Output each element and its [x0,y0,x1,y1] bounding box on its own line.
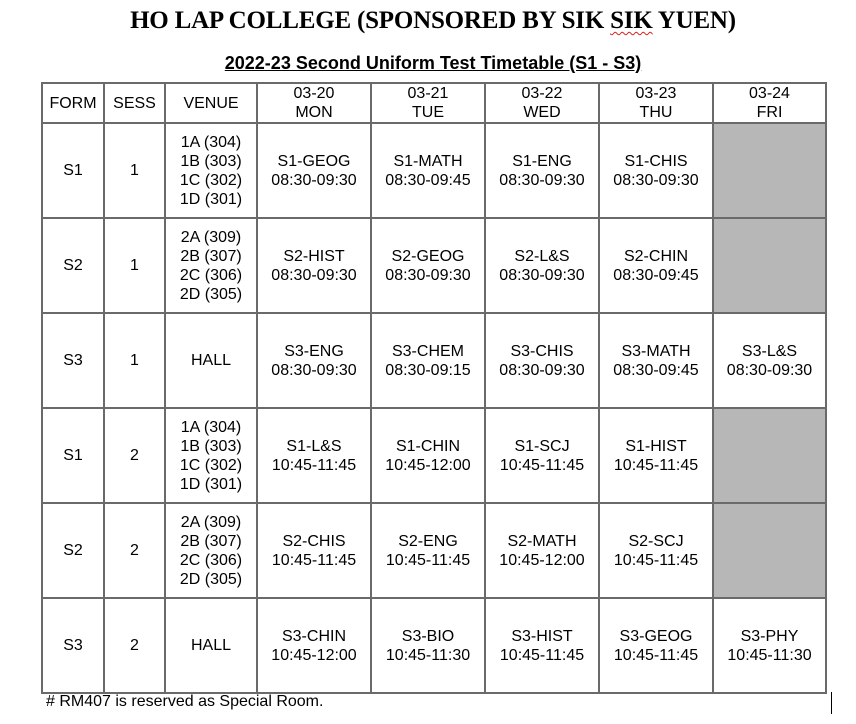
exam-cell [257,598,371,693]
exam-cell [371,503,485,598]
table-row [42,313,826,408]
exam-time: 08:30-09:30 [726,361,813,379]
header-day [257,83,371,123]
header-form: FORM [42,83,104,123]
exam-time: 10:45-12:00 [271,646,357,664]
header-weekday: WED [523,104,561,121]
header-day [599,83,713,123]
exam-cell [485,408,599,503]
exam-subject: S2-MATH [507,532,577,550]
venue-room: 1C (302) [179,456,243,474]
exam-cell [257,408,371,503]
exam-subject: S2-SCJ [628,532,684,550]
exam-cell [257,218,371,313]
exam-subject: S1-CHIN [395,437,460,455]
table-row [42,123,826,218]
header-weekday: MON [295,104,333,121]
header-day [485,83,599,123]
exam-subject: S1-MATH [393,152,463,170]
venue-cell [165,123,257,218]
session-cell: 2 [104,598,165,693]
exam-subject: S3-MATH [621,342,691,360]
venue-cell [165,598,257,693]
venue-room: HALL [190,352,232,369]
exam-cell [371,408,485,503]
exam-time: 08:30-09:30 [499,266,585,284]
exam-cell [371,123,485,218]
exam-time: 10:45-11:45 [499,456,585,474]
header-date: 03-20 [293,85,335,102]
exam-subject: S3-CHEM [391,342,464,360]
exam-cell [599,218,713,313]
footnote: # RM407 is reserved as Special Room. [46,693,324,710]
exam-cell [599,408,713,503]
venue-room: 2D (305) [179,285,243,303]
venue-room: 1D (301) [179,190,243,208]
exam-time: 10:45-11:30 [385,646,471,664]
exam-subject: S3-PHY [740,627,799,645]
header-weekday: TUE [412,104,444,121]
form-cell: S1 [42,408,104,503]
venue-cell [165,313,257,408]
header-day [371,83,485,123]
timetable [41,82,827,694]
form-cell: S2 [42,503,104,598]
exam-time: 08:30-09:30 [271,171,357,189]
exam-time: 10:45-11:45 [271,551,357,569]
exam-time: 08:30-09:30 [499,171,585,189]
exam-time: 10:45-11:45 [613,551,699,569]
venue-room: 1A (304) [180,133,242,151]
exam-cell [485,598,599,693]
venue-room: 1A (304) [180,418,242,436]
venue-room: 1D (301) [179,475,243,493]
exam-subject: S2-HIST [283,247,345,265]
exam-subject: S3-BIO [401,627,455,645]
header-venue: VENUE [165,83,257,123]
exam-cell [257,123,371,218]
exam-time: 10:45-11:45 [613,456,699,474]
exam-time: 08:30-09:30 [613,171,699,189]
no-exam-cell [713,123,826,218]
venue-room: 2A (309) [180,228,242,246]
exam-time: 10:45-11:45 [385,551,471,569]
exam-time: 08:30-09:30 [271,266,357,284]
exam-cell [713,313,826,408]
exam-time: 08:30-09:30 [385,266,471,284]
exam-cell [371,313,485,408]
exam-subject: S1-HIST [625,437,687,455]
venue-room: HALL [190,637,232,654]
exam-time: 08:30-09:15 [385,361,471,379]
exam-time: 08:30-09:30 [499,361,585,379]
session-cell: 2 [104,408,165,503]
no-exam-cell [713,408,826,503]
exam-subject: S2-CHIN [623,247,688,265]
exam-subject: S3-ENG [284,342,344,360]
school-title [0,7,856,35]
session-cell: 1 [104,218,165,313]
exam-cell [713,598,826,693]
header-day [713,83,826,123]
exam-cell [485,218,599,313]
header-date: 03-24 [749,85,790,102]
title-part: HO LAP COLLEGE (SPONSORED BY SIK [130,7,611,34]
exam-subject: S1-CHIS [624,152,688,170]
form-cell: S1 [42,123,104,218]
venue-room: 2B (307) [180,532,242,550]
header-row [42,83,826,123]
timetable-subtitle: 2022-23 Second Uniform Test Timetable (S1 - S3) [224,53,642,73]
exam-time: 08:30-09:45 [613,361,699,379]
venue-room: 1B (303) [180,437,242,455]
venue-room: 1B (303) [180,152,242,170]
venue-room: 2C (306) [179,266,243,284]
venue-cell [165,218,257,313]
exam-time: 10:45-11:45 [613,646,699,664]
venue-room: 2A (309) [180,513,242,531]
exam-subject: S3-L&S [741,342,798,360]
exam-subject: S3-HIST [511,627,573,645]
venue-room: 1C (302) [179,171,243,189]
exam-cell [599,123,713,218]
exam-cell [599,503,713,598]
exam-time: 08:30-09:30 [271,361,357,379]
table-row [42,218,826,313]
session-cell: 1 [104,313,165,408]
table-row [42,503,826,598]
table-row [42,408,826,503]
title-part: YUEN) [652,7,736,34]
exam-subject: S2-CHIS [282,532,346,550]
exam-time: 10:45-12:00 [385,456,471,474]
exam-cell [371,218,485,313]
session-cell: 1 [104,123,165,218]
no-exam-cell [713,503,826,598]
header-date: 03-23 [635,85,677,102]
exam-cell [599,313,713,408]
exam-time: 10:45-11:30 [727,646,812,664]
exam-cell [485,313,599,408]
venue-room: 2C (306) [179,551,243,569]
exam-time: 08:30-09:45 [385,171,471,189]
form-cell: S2 [42,218,104,313]
exam-time: 08:30-09:45 [613,266,699,284]
exam-subject: S2-GEOG [391,247,465,265]
exam-time: 10:45-12:00 [499,551,585,569]
exam-time: 10:45-11:45 [499,646,585,664]
exam-cell [485,503,599,598]
header-date: 03-21 [407,85,449,102]
exam-subject: S3-CHIS [510,342,574,360]
header-sess: SESS [104,83,165,123]
exam-subject: S1-ENG [512,152,572,170]
exam-cell [485,123,599,218]
exam-subject: S1-GEOG [277,152,351,170]
header-weekday: THU [639,104,673,121]
form-cell: S3 [42,313,104,408]
exam-cell [599,598,713,693]
title-part-spellcheck: SIK [610,7,653,34]
exam-time: 10:45-11:45 [271,456,357,474]
exam-cell [257,313,371,408]
venue-room: 2B (307) [180,247,242,265]
header-weekday: FRI [756,104,783,121]
form-cell: S3 [42,598,104,693]
venue-cell [165,408,257,503]
exam-subject: S1-L&S [286,437,342,455]
exam-subject: S3-CHIN [281,627,346,645]
exam-subject: S3-GEOG [619,627,693,645]
exam-subject: S2-ENG [398,532,458,550]
venue-cell [165,503,257,598]
header-date: 03-22 [521,85,563,102]
text-cursor [831,692,832,714]
no-exam-cell [713,218,826,313]
exam-cell [371,598,485,693]
exam-subject: S1-SCJ [514,437,570,455]
venue-room: 2D (305) [179,570,243,588]
exam-subject: S2-L&S [514,247,570,265]
table-row [42,598,826,693]
exam-cell [257,503,371,598]
session-cell: 2 [104,503,165,598]
